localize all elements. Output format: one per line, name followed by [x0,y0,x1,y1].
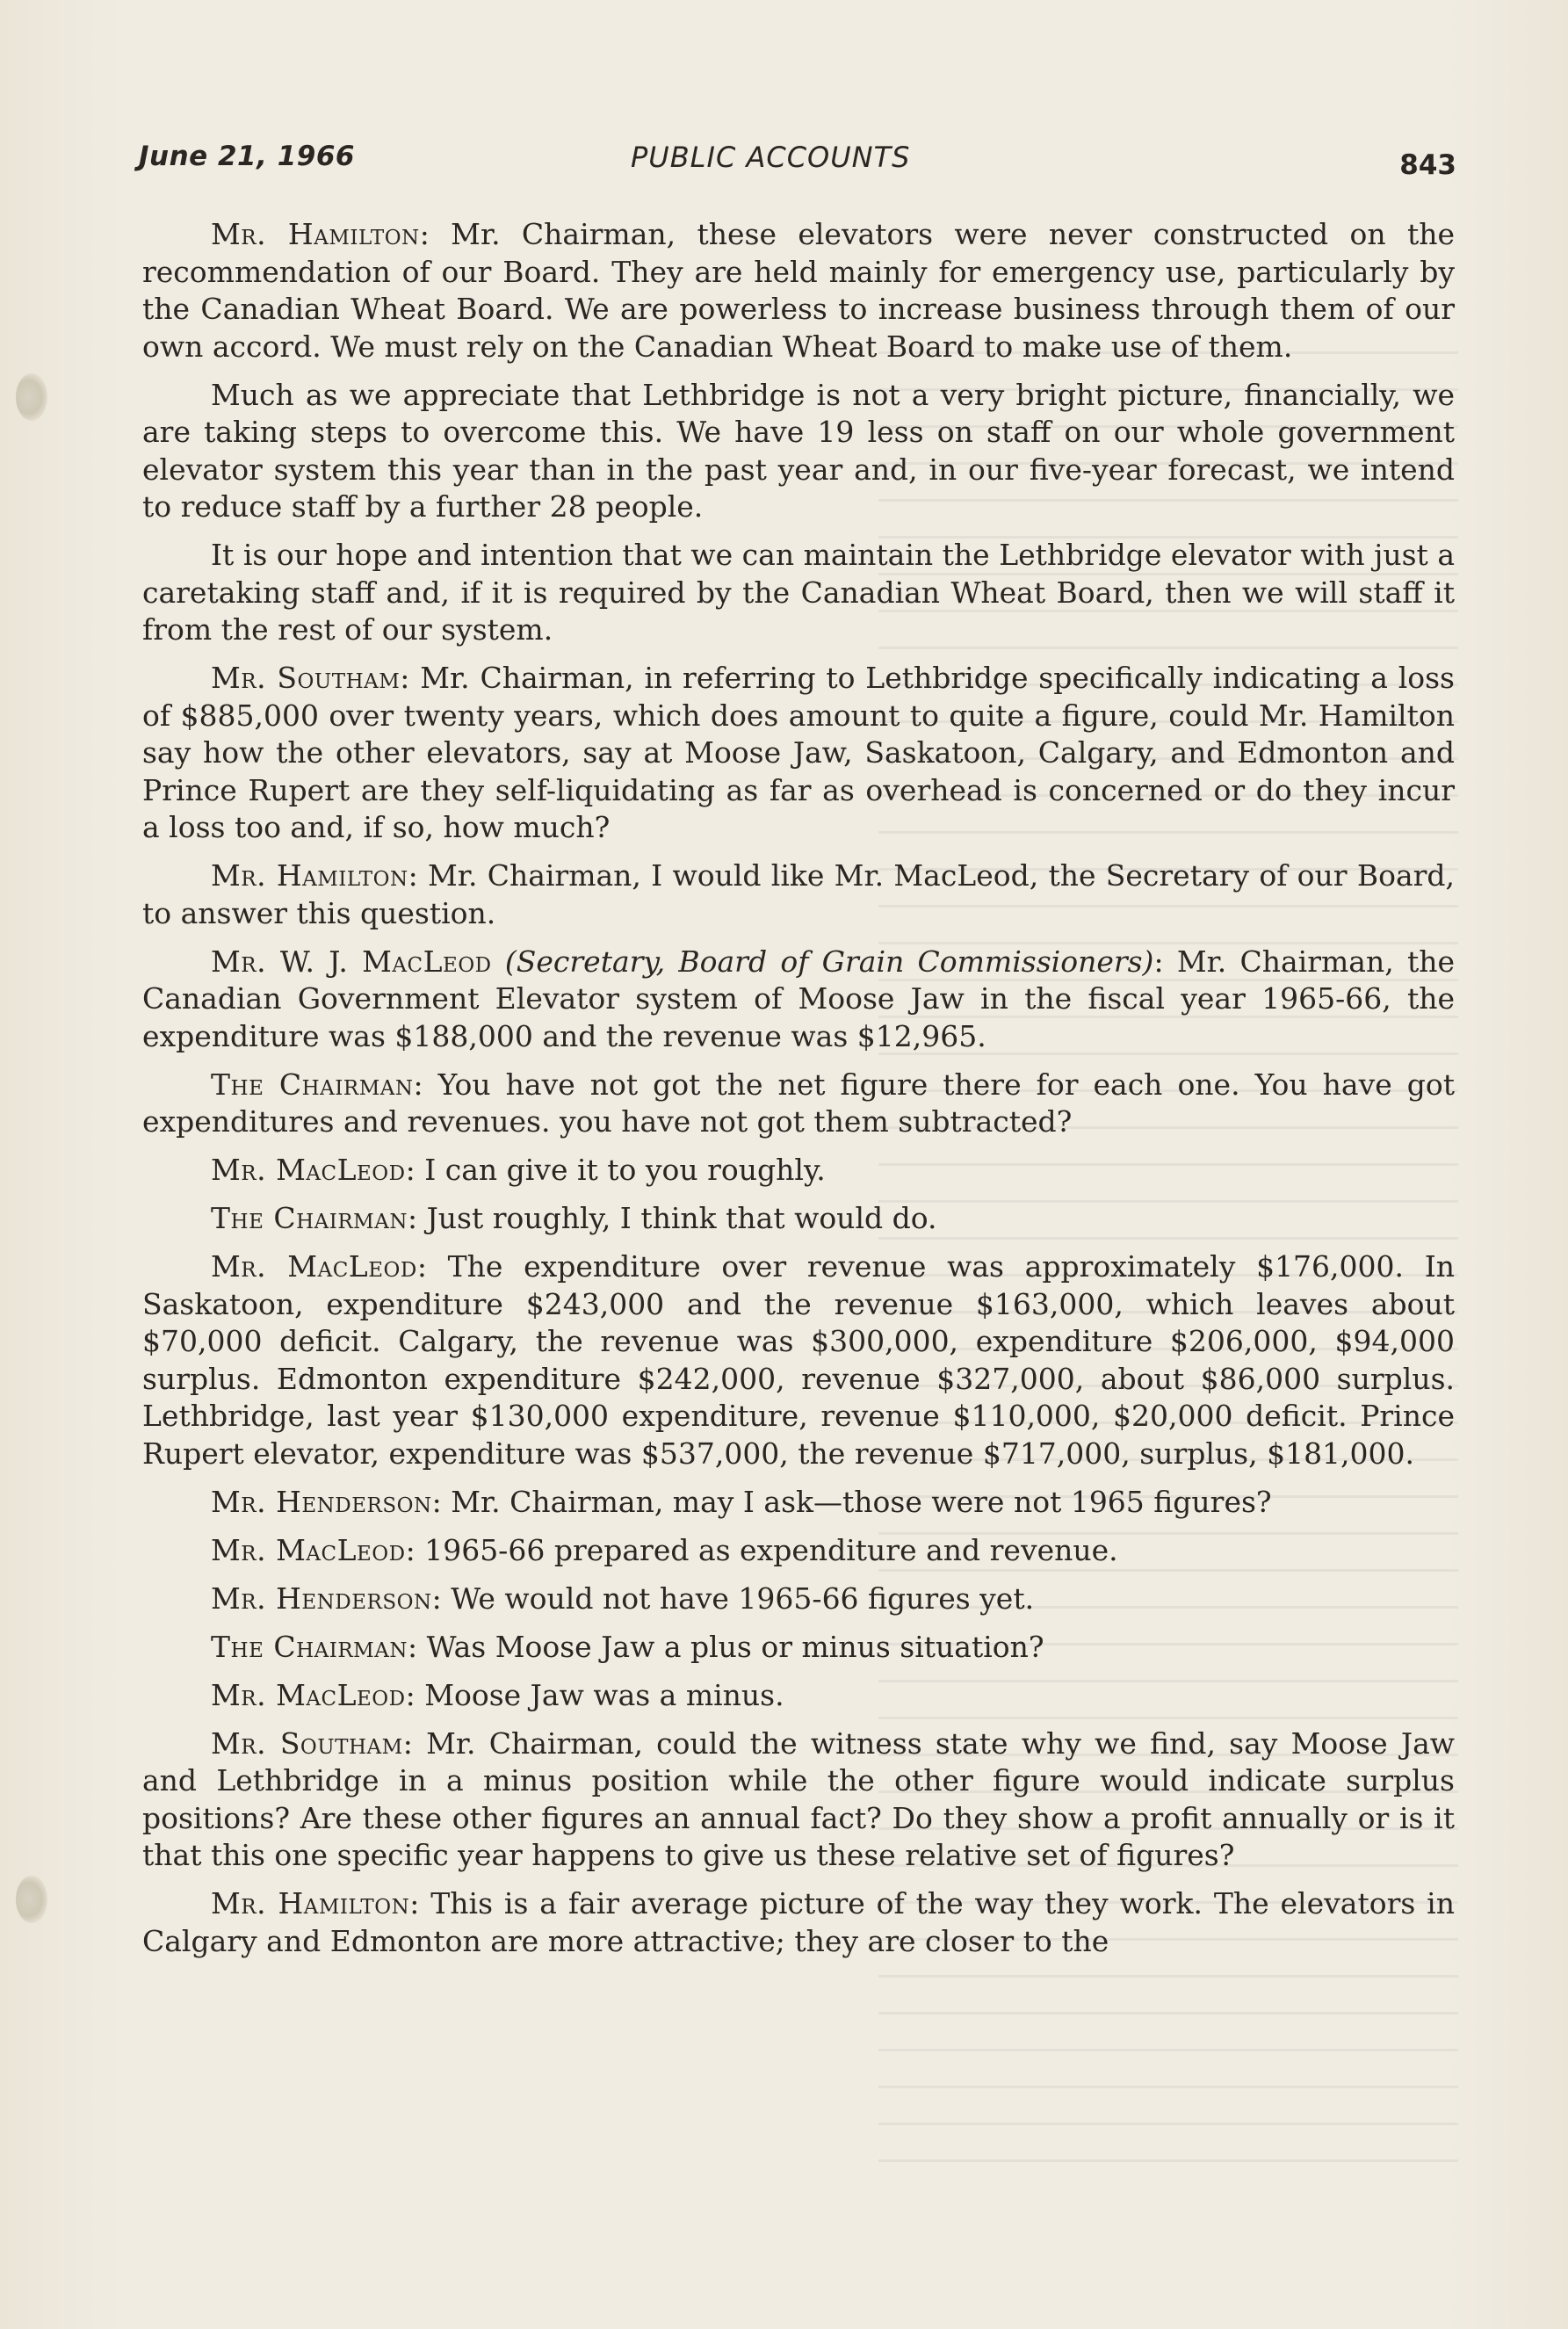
transcript-paragraph [142,537,1455,649]
transcript-paragraph: Mr. Henderson: Mr. Chairman, may I ask—those were not 1965 figures? [211,1484,1272,1519]
speaker-name: Mr. Henderson [211,1580,432,1616]
speaker-name: Mr. Southam [211,1725,403,1761]
paragraph-text: I can give it to you roughly. [424,1153,826,1187]
speaker-name: The Chairman [211,1201,408,1235]
paragraph-text: Much as we appreciate that Lethbridge is not a very bright picture, financially, we are taking steps to overcome this. We have 19 less on staff on our whole government elevator system this year than in the past year and, in our five-year forecast, we intend to reduce staff by a further 28 people. [142,377,1455,524]
punch-hole-mark [16,373,47,421]
speaker-name: Mr. Hamilton [211,1886,410,1920]
paragraph-text: Mr. Chairman, these elevators were never constructed on the recommendation of our Board. They are held mainly for emergency use, particularly by the Canadian Wheat Board. We are powerless to increase business through them of our own accord. We must rely on the Canadian Wheat Board to make use of them. [142,217,1455,364]
transcript-paragraph: Mr. MacLeod: The expenditure over revenue was approximately $176,000. In Saskatoon, expenditure $243,000 and the revenue $163,000, which leaves about $70,000 deficit. Calgary, the revenue was $300,000, expenditure $206,000, $94,000 surplus. Edmonton expenditure $242,000, revenue $327,000, about $86,000 surplus. Lethbridge, last year $130,000 expenditure, revenue $110,000, $20,000 deficit. Prince Rupert elevator, expenditure was $537,000, the revenue $717,000, surplus, $181,000. [142,1249,1456,1471]
transcript-paragraph: The Chairman: You have not got the net figure there for each one. You have got expenditures and revenues. you have not got them subtracted? [142,1067,1456,1139]
speaker-name: Mr. Hamilton [211,858,408,893]
transcript-body [142,216,1455,1971]
paragraph-text: Just roughly, I think that would do. [426,1201,937,1235]
paragraph-text: Mr. Chairman, could the witness state why we find, say Moose Jaw and Lethbridge in a minus position while the other figure would indicate surplus positions? Are these other figures an annual fact? Do they show a profit annually or is it that this one specific year happens to give us these relative set of figures? [142,1725,1455,1872]
transcript-paragraph: Mr. Hamilton: Mr. Chairman, I would like Mr. MacLeod, the Secretary of our Board, to answer this question. [142,858,1456,930]
speaker-name: Mr. Southam [211,661,401,695]
transcript-paragraph: Mr. MacLeod: I can give it to you roughly. [211,1153,826,1187]
speaker-role: (Secretary, Board of Grain Commissioners) [504,944,1154,979]
running-header [139,141,1456,184]
transcript-paragraph: Mr. Southam: Mr. Chairman, in referring to Lethbridge specifically indicating a loss of $885,000 over twenty years, which does amount to quite a figure, could Mr. Hamilton say how the other elevators, say at Moose Jaw, Saskatoon, Calgary, and Edmonton and Prince Rupert are they self-liquidating as far as overhead is concerned or do they incur a loss too and, if so, how much? [142,661,1455,844]
paragraph-text: The expenditure over revenue was approximately $176,000. In Saskatoon, expenditure $243,000 and the revenue $163,000, which leaves about $70,000 deficit. Calgary, the revenue was $300,000, expenditure $206,000, $94,000 surplus. Edmonton expenditure $242,000, revenue $327,000, about $86,000 surplus. Lethbridge, last year $130,000 expenditure, revenue $110,000, $20,000 deficit. Prince Rupert elevator, expenditure was $537,000, the revenue $717,000, surplus, $181,000. [142,1249,1456,1471]
transcript-paragraph: Mr. Hamilton: Mr. Chairman, these elevators were never constructed on the recommendation of our Board. They are held mainly for emergency use, particularly by the Canadian Wheat Board. We are powerless to increase business through them of our own accord. We must rely on the Canadian Wheat Board to make use of them. [142,217,1455,364]
speaker-name: The Chairman [211,1629,408,1664]
header-title: PUBLIC ACCOUNTS [631,141,911,174]
transcript-paragraph: Mr. W. J. MacLeod (Secretary, Board of Grain Commissioners): Mr. Chairman, the Canadian Government Elevator system of Moose Jaw in the fiscal year 1965-66, the expenditure was $188,000 and the revenue was $12,965. [142,944,1455,1053]
page-number: 843 [1399,149,1456,181]
speaker-name: The Chairman [211,1067,414,1102]
transcript-paragraph [142,377,1455,526]
transcript-paragraph: Mr. Hamilton: This is a fair average picture of the way they work. The elevators in Calgary and Edmonton are more attractive; they are closer to the [142,1886,1455,1958]
speaker-name: Mr. Hamilton [211,217,420,251]
paragraph-text: You have not got the net figure there for each one. You have got expenditures and revenues. you have not got them subtracted? [142,1067,1456,1139]
paragraph-text: Mr. Chairman, may I ask—those were not 1965 figures? [451,1484,1272,1519]
paragraph-text: This is a fair average picture of the way they work. The elevators in Calgary and Edmonton are more attractive; they are closer to the [142,1886,1455,1958]
header-date: June 21, 1966 [139,141,355,172]
paragraph-text: 1965-66 prepared as expenditure and revenue. [424,1532,1118,1567]
transcript-paragraph: The Chairman: Just roughly, I think that would do. [211,1201,937,1235]
speaker-name: Mr. MacLeod [211,1249,417,1284]
paragraph-text: Mr. Chairman, I would like Mr. MacLeod, the Secretary of our Board, to answer this question. [142,858,1456,930]
paragraph-text: Was Moose Jaw a plus or minus situation? [426,1629,1044,1664]
transcript-paragraph: Mr. MacLeod: Moose Jaw was a minus. [211,1677,784,1712]
speaker-name: Mr. Henderson [211,1484,432,1519]
transcript-paragraph: Mr. MacLeod: 1965-66 prepared as expenditure and revenue. [211,1532,1118,1567]
paragraph-text: Mr. Chairman, the Canadian Government Elevator system of Moose Jaw in the fiscal year 1965-66, the expenditure was $188,000 and the revenue was $12,965. [142,944,1455,1053]
transcript-paragraph: Mr. Southam: Mr. Chairman, could the witness state why we find, say Moose Jaw and Lethbridge in a minus position while the other figure would indicate surplus positions? Are these other figures an annual fact? Do they show a profit annually or is it that this one specific year happens to give us these relative set of figures? [142,1725,1455,1872]
paragraph-text: We would not have 1965-66 figures yet. [451,1580,1035,1616]
punch-hole-mark [16,1876,47,1923]
speaker-name: Mr. MacLeod [211,1532,406,1567]
speaker-name: Mr. W. J. MacLeod [211,944,492,979]
paragraph-text: Moose Jaw was a minus. [424,1677,784,1712]
paragraph-text: It is our hope and intention that we can maintain the Lethbridge elevator with just a caretaking staff and, if it is required by the Canadian Wheat Board, then we will staff it from the rest of our system. [142,538,1455,647]
speaker-name: Mr. MacLeod [211,1677,406,1712]
transcript-paragraph: The Chairman: Was Moose Jaw a plus or minus situation? [211,1629,1044,1664]
paragraph-text: Mr. Chairman, in referring to Lethbridge specifically indicating a loss of $885,000 over twenty years, which does amount to quite a figure, could Mr. Hamilton say how the other elevators, say at Moose Jaw, Saskatoon, Calgary, and Edmonton and Prince Rupert are they self-liquidating as far as overhead is concerned or do they incur a loss too and, if so, how much? [142,661,1455,844]
transcript-paragraph: Mr. Henderson: We would not have 1965-66 figures yet. [211,1580,1035,1616]
speaker-name: Mr. MacLeod [211,1153,406,1187]
